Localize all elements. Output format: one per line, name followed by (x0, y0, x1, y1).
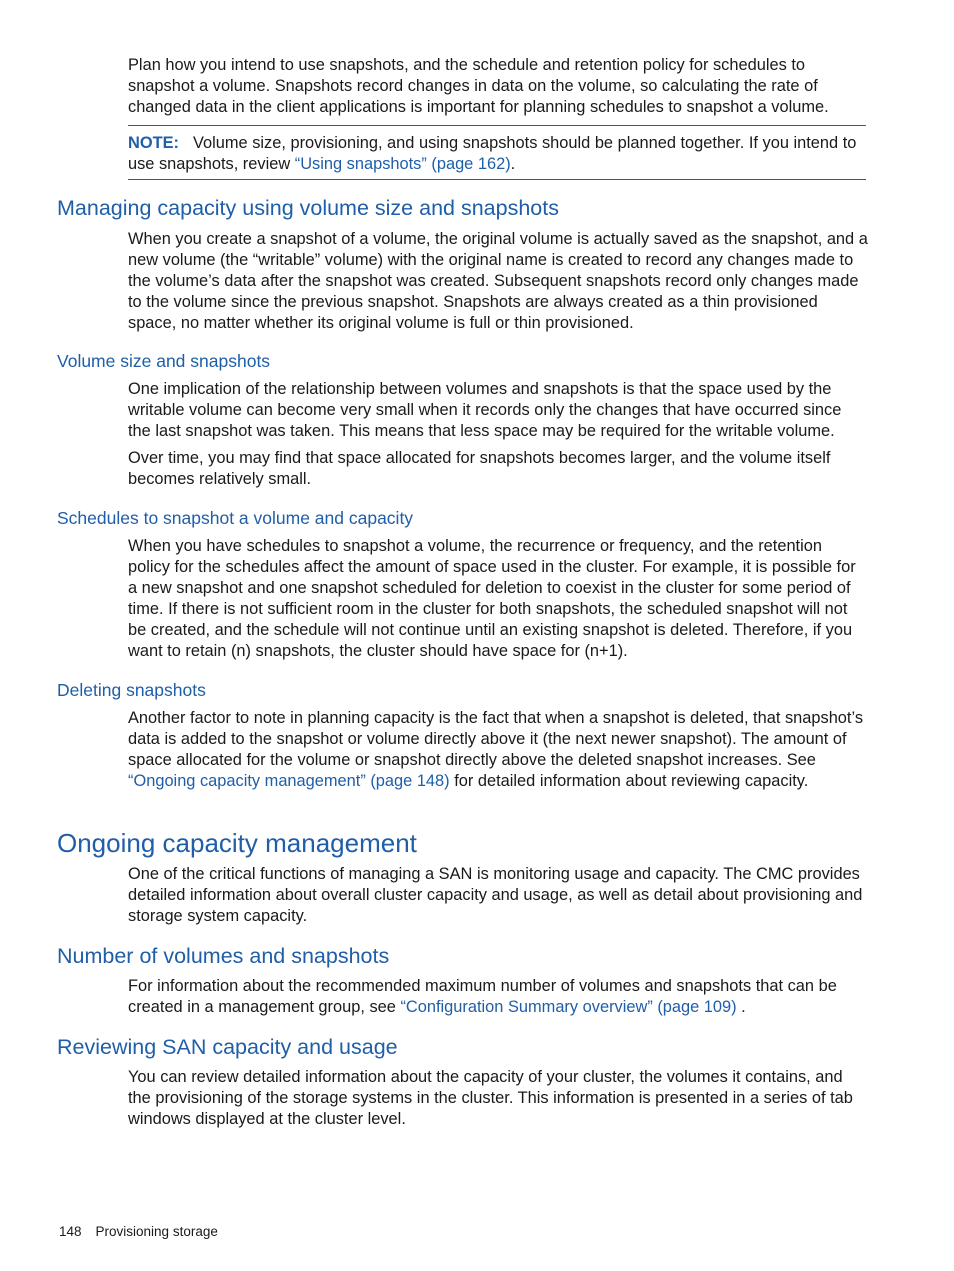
heading-reviewing-san: Reviewing SAN capacity and usage (57, 1035, 398, 1059)
schedules-paragraph: When you have schedules to snapshot a volume, the recurrence or frequency, and the retention policy for the schedules affect the amount of space used in the cluster. For example, it is possible for a new snapshot and one snapshot scheduled for deletion to coexist in the cluster for some period of time. If there is not sufficient room in the cluster for both snapshots, the scheduled snapshot will not be created, and the schedule will not continue until an existing snapshot is deleted. Therefore, if you want to retain (n) snapshots, the cluster should have space for (n+1). (128, 537, 856, 660)
link-using-snapshots[interactable]: “Using snapshots” (page 162) (294, 155, 511, 173)
number-volumes-paragraph (128, 976, 868, 1018)
deleting-text-end: for detailed information about reviewing capacity. (449, 772, 809, 790)
volume-size-paragraph-1: One implication of the relationship between volumes and snapshots is that the space used by the writable volume can become very small when it records only the changes that have occurred since the last snapshot was taken. This means that less space may be required for the writable volume. (128, 380, 842, 440)
heading-managing-capacity: Managing capacity using volume size and snapshots (57, 196, 559, 220)
heading-volume-size: Volume size and snapshots (57, 351, 271, 371)
deleting-snapshots-paragraph (128, 708, 868, 792)
chapter-title: Provisioning storage (95, 1224, 218, 1239)
heading-deleting-snapshots: Deleting snapshots (57, 680, 206, 700)
heading-schedules: Schedules to snapshot a volume and capacity (57, 508, 414, 528)
number-volumes-text: For information about the recommended maximum number of volumes and snapshots that can be created in a management group, see (128, 977, 837, 1016)
volume-size-paragraph-2: Over time, you may find that space allocated for snapshots becomes larger, and the volume itself becomes relatively small. (128, 449, 831, 488)
note-text-end: . (510, 155, 516, 173)
heading-number-volumes: Number of volumes and snapshots (57, 944, 390, 968)
deleting-text: Another factor to note in planning capacity is the fact that when a snapshot is deleted, that snapshot’s data is added to the snapshot or volume directly above it (the next newer snapshot). The amount of space allocated for the volume or snapshot directly above the deleted snapshot increases. See (128, 709, 864, 769)
intro-paragraph: Plan how you intend to use snapshots, and the schedule and retention policy for schedules to snapshot a volume. Snapshots record changes in data on the volume, so calculating the rate of changed data in the client applications is important for planning schedules to snapshot a volume. (128, 56, 829, 116)
link-ongoing-capacity[interactable]: “Ongoing capacity management” (page 148) (128, 772, 450, 790)
reviewing-san-paragraph: You can review detailed information about the capacity of your cluster, the volumes it contains, and the provisioning of the storage systems in the cluster. This information is presented in a series of tab windows displayed at the cluster level. (128, 1068, 853, 1128)
page-footer (59, 1223, 218, 1241)
managing-capacity-paragraph: When you create a snapshot of a volume, the original volume is actually saved as the snapshot, and a new volume (the “writable” volume) with the original name is created to record any changes made to the volume’s data after the snapshot was created. Subsequent snapshots record only changes made to the volume since the previous snapshot. Snapshots are always created as a thin provisioned space, no matter whether its original volume is full or thin provisioned. (128, 230, 868, 332)
note-label: NOTE: (128, 134, 179, 152)
note-box (128, 125, 866, 180)
page-number: 148 (59, 1224, 82, 1239)
note-text: Volume size, provisioning, and using snapshots should be planned together. If you intend to use snapshots, review (128, 134, 857, 173)
heading-ongoing-capacity: Ongoing capacity management (57, 828, 417, 858)
number-volumes-text-end: . (736, 998, 746, 1016)
ongoing-capacity-paragraph: One of the critical functions of managing a SAN is monitoring usage and capacity. The CMC provides detailed information about overall cluster capacity and usage, as well as detail about provisioning and storage system capacity. (128, 865, 863, 925)
link-configuration-summary[interactable]: “Configuration Summary overview” (page 109) (400, 998, 737, 1016)
